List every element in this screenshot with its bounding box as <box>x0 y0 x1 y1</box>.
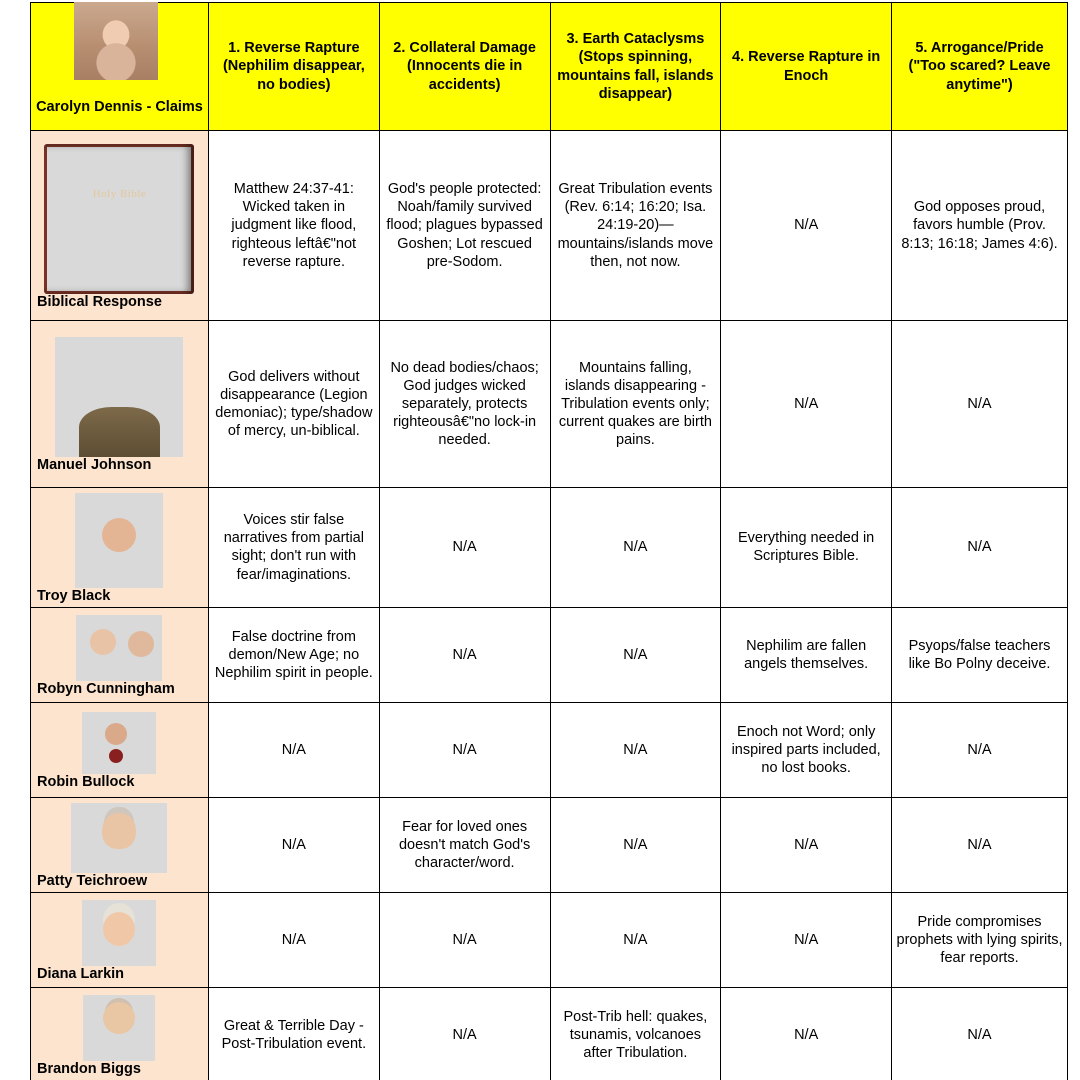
cell-r4-c2: N/A <box>550 702 721 797</box>
cell-r5-c4: N/A <box>892 797 1068 892</box>
table-row <box>31 321 1068 488</box>
cell-r0-c0: Matthew 24:37-41: Wicked taken in judgment like flood, righteous leftâ€"not reverse rapture. <box>208 131 379 321</box>
header-corner-label: Carolyn Dennis - Claims <box>31 3 209 131</box>
cell-r6-c0: N/A <box>208 892 379 987</box>
header-col-1: 1. Reverse Rapture (Nephilim disappear, no bodies) <box>208 3 379 131</box>
cell-r2-c1: N/A <box>379 488 550 608</box>
carolyn-portrait-icon <box>74 2 158 80</box>
cell-r0-c1: God's people protected: Noah/family survived flood; plagues bypassed Goshen; Lot rescued pre-Sodom. <box>379 131 550 321</box>
robyn-cunningham-portrait-icon <box>76 615 162 681</box>
troy-black-portrait-icon <box>75 493 163 588</box>
row-header-brandon-biggs <box>31 987 209 1080</box>
row-header-manuel-johnson <box>31 321 209 488</box>
row-label: Biblical Response <box>37 293 162 310</box>
cell-r7-c3: N/A <box>721 987 892 1080</box>
row-header-biblical-response <box>31 131 209 321</box>
table-row <box>31 892 1068 987</box>
header-col-2: 2. Collateral Damage (Innocents die in accidents) <box>379 3 550 131</box>
cell-r0-c3: N/A <box>721 131 892 321</box>
cell-r3-c4: Psyops/false teachers like Bo Polny deceive. <box>892 607 1068 702</box>
cell-r3-c1: N/A <box>379 607 550 702</box>
table-row <box>31 131 1068 321</box>
table-row <box>31 797 1068 892</box>
cell-r4-c4: N/A <box>892 702 1068 797</box>
cell-r6-c2: N/A <box>550 892 721 987</box>
cell-r1-c3: N/A <box>721 321 892 488</box>
row-header-patty-teichroew <box>31 797 209 892</box>
manuel-johnson-portrait-icon <box>55 337 183 457</box>
row-label: Brandon Biggs <box>37 1060 141 1077</box>
table-row <box>31 488 1068 608</box>
cell-r6-c3: N/A <box>721 892 892 987</box>
cell-r5-c2: N/A <box>550 797 721 892</box>
patty-teichroew-portrait-icon <box>71 803 167 873</box>
cell-r3-c2: N/A <box>550 607 721 702</box>
cell-r4-c1: N/A <box>379 702 550 797</box>
cell-r0-c2: Great Tribulation events (Rev. 6:14; 16:20; Isa. 24:19-20)—mountains/islands move then, not now. <box>550 131 721 321</box>
cell-r2-c3: Everything needed in Scriptures Bible. <box>721 488 892 608</box>
cell-r4-c0: N/A <box>208 702 379 797</box>
row-label: Patty Teichroew <box>37 872 148 889</box>
cell-r7-c2: Post-Trib hell: quakes, tsunamis, volcanoes after Tribulation. <box>550 987 721 1080</box>
header-col-3: 3. Earth Cataclysms (Stops spinning, mountains fall, islands disappear) <box>550 3 721 131</box>
row-label: Robyn Cunningham <box>37 680 175 697</box>
row-header-diana-larkin <box>31 892 209 987</box>
cell-r5-c0: N/A <box>208 797 379 892</box>
table-header-row <box>31 3 1068 131</box>
cell-r1-c2: Mountains falling, islands disappearing - Tribulation events only; current quakes are birth pains. <box>550 321 721 488</box>
header-col-5: 5. Arrogance/Pride ("Too scared? Leave anytime") <box>892 3 1068 131</box>
cell-r2-c2: N/A <box>550 488 721 608</box>
cell-r1-c1: No dead bodies/chaos; God judges wicked separately, protects righteousâ€"no lock-in needed. <box>379 321 550 488</box>
cell-r2-c4: N/A <box>892 488 1068 608</box>
cell-r7-c1: N/A <box>379 987 550 1080</box>
cell-r1-c4: N/A <box>892 321 1068 488</box>
row-header-troy-black <box>31 488 209 608</box>
header-col-4: 4. Reverse Rapture in Enoch <box>721 3 892 131</box>
diana-larkin-portrait-icon <box>82 900 156 966</box>
row-label: Robin Bullock <box>37 773 135 790</box>
cell-r5-c1: Fear for loved ones doesn't match God's character/word. <box>379 797 550 892</box>
row-header-robyn-cunningham <box>31 607 209 702</box>
holy-bible-icon <box>44 144 194 294</box>
row-label: Diana Larkin <box>37 965 125 982</box>
cell-r1-c0: God delivers without disappearance (Legion demoniac); type/shadow of mercy, un-biblical. <box>208 321 379 488</box>
row-label: Troy Black <box>37 588 111 604</box>
claims-comparison-table <box>30 2 1068 1080</box>
row-label: Manuel Johnson <box>37 457 152 474</box>
cell-r3-c0: False doctrine from demon/New Age; no Nephilim spirit in people. <box>208 607 379 702</box>
cell-r2-c0: Voices stir false narratives from partial sight; don't run with fear/imaginations. <box>208 488 379 608</box>
cell-r6-c1: N/A <box>379 892 550 987</box>
cell-r4-c3: Enoch not Word; only inspired parts included, no lost books. <box>721 702 892 797</box>
cell-r7-c4: N/A <box>892 987 1068 1080</box>
cell-r6-c4: Pride compromises prophets with lying spirits, fear reports. <box>892 892 1068 987</box>
cell-r5-c3: N/A <box>721 797 892 892</box>
cell-r7-c0: Great & Terrible Day - Post-Tribulation event. <box>208 987 379 1080</box>
table-row <box>31 607 1068 702</box>
cell-r0-c4: God opposes proud, favors humble (Prov. 8:13; 16:18; James 4:6). <box>892 131 1068 321</box>
row-header-robin-bullock <box>31 702 209 797</box>
robin-bullock-portrait-icon <box>82 712 156 774</box>
cell-r3-c3: Nephilim are fallen angels themselves. <box>721 607 892 702</box>
brandon-biggs-portrait-icon <box>83 995 155 1061</box>
table-row <box>31 987 1068 1080</box>
comparison-table-sheet <box>0 2 1080 1080</box>
table-row <box>31 702 1068 797</box>
